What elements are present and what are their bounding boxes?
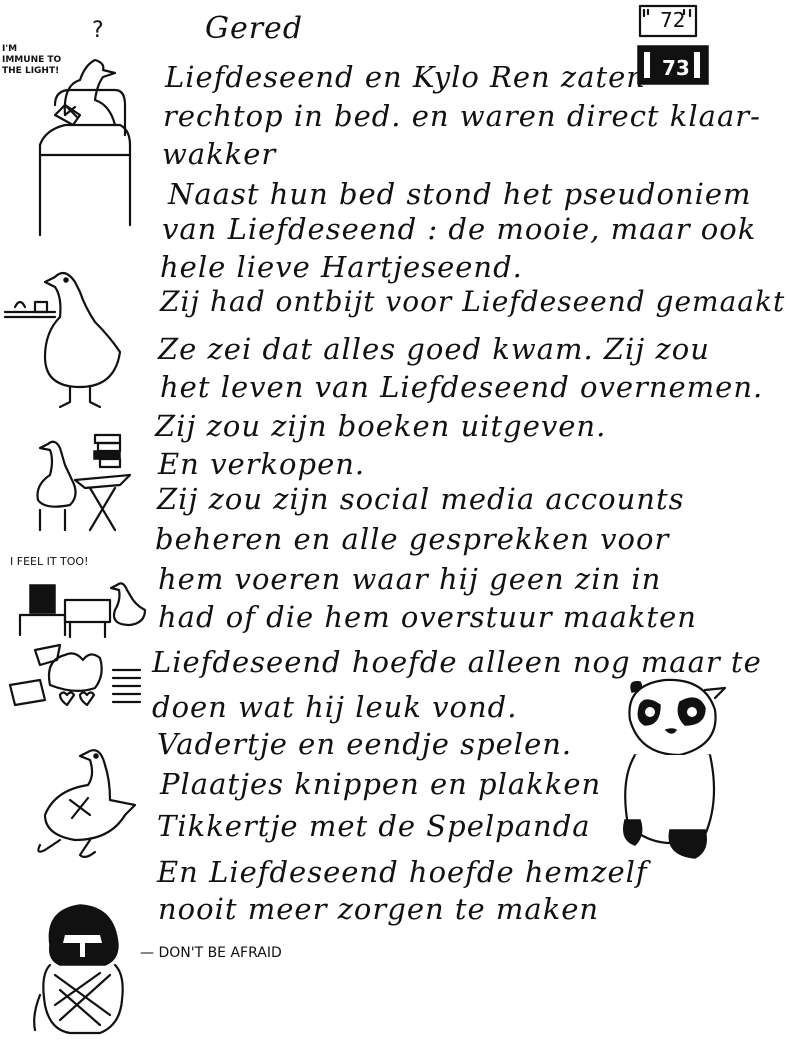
page-title: Gered	[205, 11, 304, 46]
page-number-top: 72	[660, 8, 686, 32]
text-line: beheren en alle gesprekken voor	[155, 522, 670, 556]
text-line: Zij zou zijn social media accounts	[157, 482, 685, 516]
text-line: Ze zei dat alles goed kwam. Zij zou	[158, 332, 710, 366]
text-line: En verkopen.	[158, 447, 366, 481]
text-line: had of die hem overstuur maakten	[158, 600, 697, 634]
duck-with-breakfast-tray-icon	[0, 262, 130, 412]
text-line: Tikkertje met de Spelpanda	[157, 809, 591, 843]
duck-at-writing-desk-icon	[20, 430, 140, 540]
page-number-bottom: 73	[662, 56, 690, 80]
text-line: Naast hun bed stond het pseudoniem	[168, 177, 752, 211]
caption-immune-light: I'M IMMUNE TO THE LIGHT!	[2, 44, 62, 76]
text-line: hele lieve Hartjeseend.	[160, 250, 523, 284]
text-line: het leven van Liefdeseend overnemen.	[160, 370, 764, 404]
text-line: Liefdeseend en Kylo Ren zaten	[165, 60, 646, 94]
text-line: van Liefdeseend : de mooie, maar ook	[162, 212, 757, 246]
kylo-ren-icon	[30, 895, 135, 1040]
caption-question-mark: ?	[92, 18, 104, 43]
text-line: En Liefdeseend hoefde hemzelf	[157, 855, 648, 889]
walking-duck-icon	[30, 740, 140, 870]
caption-dont-be-afraid: — DON'T BE AFRAID	[140, 945, 282, 961]
panda-icon	[610, 670, 745, 870]
text-line: Plaatjes knippen en plakken	[160, 767, 602, 801]
text-line: Zij zou zijn boeken uitgeven.	[155, 409, 607, 443]
caption-feel-it-too: I FEEL IT TOO!	[10, 555, 89, 568]
text-line: nooit meer zorgen te maken	[158, 892, 600, 926]
ducks-with-computer-icon	[15, 575, 150, 650]
text-line: rechtop in bed. en waren direct klaar-	[163, 99, 761, 133]
text-line: Vadertje en eendje spelen.	[157, 727, 573, 761]
text-line: Liefdeseend hoefde alleen nog maar te	[152, 645, 762, 679]
ducks-with-hearts-and-books-icon	[5, 640, 145, 720]
text-line: wakker	[162, 137, 277, 171]
text-line: Zij had ontbijt voor Liefdeseend gemaakt	[160, 285, 786, 318]
duck-in-bed-icon	[25, 45, 135, 245]
text-line: doen wat hij leuk vond.	[152, 690, 518, 724]
text-line: hem voeren waar hij geen zin in	[158, 562, 662, 596]
